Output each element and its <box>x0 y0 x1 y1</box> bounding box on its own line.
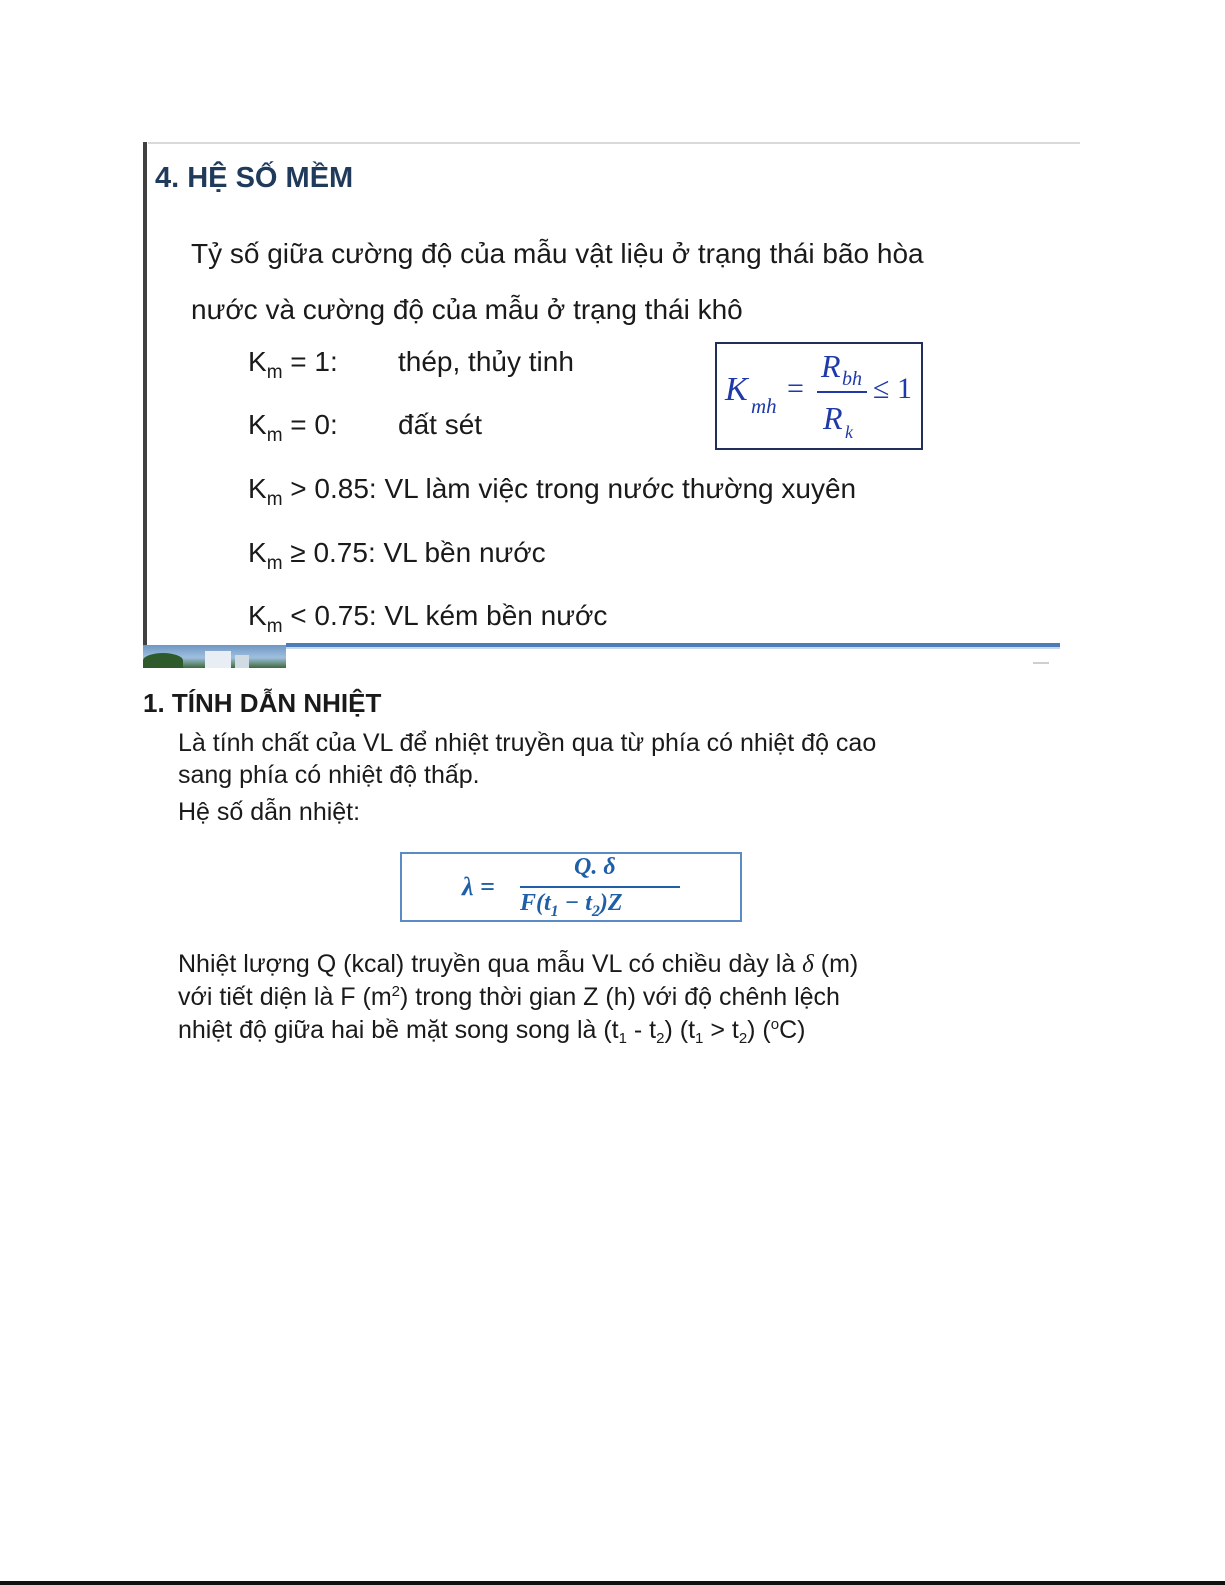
definition-line-2: nước và cường độ của mẫu ở trạng thái khô <box>191 294 743 325</box>
para-line-3: nhiệt độ giữa hai bề mặt song song là $(t_1 - t_2) (t_1 > t_2)$ ($^o$C) <box>178 1016 806 1047</box>
body-line-3: Hệ số dẫn nhiệt: <box>178 798 361 826</box>
formula-lambda-box: λ = Q. δ $F(t_1 - t_2)Z$ <box>400 852 742 922</box>
para-line-2: với tiết diện là F $(m^2)$ trong thời gian Z (h) với độ chênh lệch <box>178 983 840 1011</box>
km-row-5: $K_m < 0.75$: VL kém bền nước <box>248 600 608 637</box>
km-row-1-desc: thép, thủy tinh <box>398 346 574 377</box>
body-line-1: Là tính chất của VL để nhiệt truyền qua từ phía có nhiệt độ cao <box>178 729 877 757</box>
section-title: 1. TÍNH DẪN NHIỆT <box>143 688 382 718</box>
building-thumbnail <box>143 645 286 668</box>
km-row-2: $K_m = 0$: đất sét <box>248 409 483 446</box>
km-row-2-desc: đất sét <box>398 409 483 440</box>
page-bottom-edge <box>0 1581 1225 1585</box>
formula-kmh-box: K mh = R bh R k ≤ 1 <box>715 342 923 450</box>
slide-left-accent-bar <box>143 142 147 668</box>
slide-title: 4. HỆ SỐ MỀM <box>155 162 354 194</box>
km-row-1: $K_m = 1$: thép, thủy tinh <box>248 346 574 383</box>
slide-top-divider <box>148 142 1080 144</box>
definition-text <box>191 226 1051 338</box>
body-line-2: sang phía có nhiệt độ thấp. <box>178 761 480 789</box>
slide-he-so-mem <box>0 0 1225 680</box>
definition-line-1: Tỷ số giữa cường độ của mẫu vật liệu ở trạng thái bão hòa <box>191 238 924 269</box>
para-line-1: Nhiệt lượng Q (kcal) truyền qua mẫu VL có chiều dày là δ (m) <box>178 950 859 978</box>
km-row-3: $K_m > 0.85$: VL làm việc trong nước thường xuyên <box>248 473 857 510</box>
fraction-bar <box>520 886 680 888</box>
km-row-4: $K_m \ge 0.75$: VL bền nước <box>248 537 546 574</box>
fraction-bar <box>817 391 867 393</box>
